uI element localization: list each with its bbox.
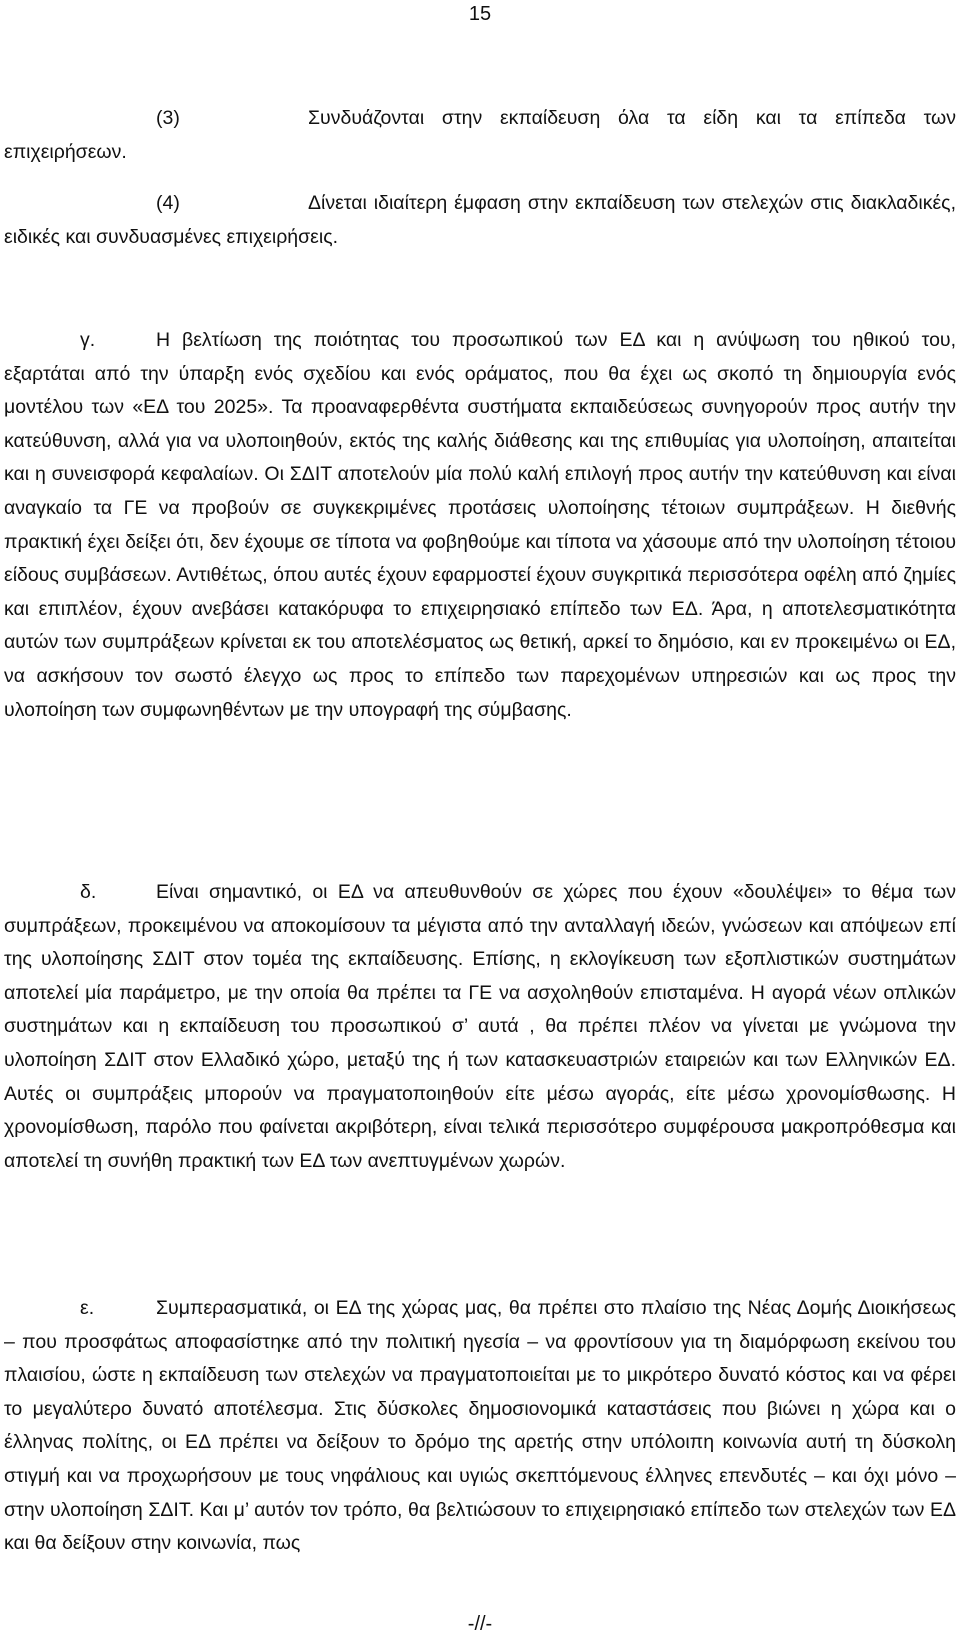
paragraph-label: γ. [80, 329, 96, 351]
paragraph-label: ε. [80, 1297, 95, 1319]
paragraph-label: (3) [156, 107, 180, 129]
paragraph-label: δ. [80, 881, 97, 903]
paragraph-text: Είναι σημαντικό, οι ΕΔ να απευθυνθούν σε χώρες που έχουν «δουλέψει» το θέμα των συμπράξεων, προκειμένου να αποκομίσουν τα μέγιστα από την ανταλλαγή ιδεών, γνώσεων και απόψεων επί της υλοποίησης ΣΔΙΤ στον τομέα της εκπαίδευσης. Επίσης, η εκλογίκευση των εξοπλιστικών συστημάτων αποτελεί μία παράμετρο, με την οποία θα πρέπει τα ΓΕ να ασχοληθούν επισταμένα. Η αγορά νέων οπλικών συστημάτων και η εκπαίδευση του προσωπικού σ’ αυτά , θα πρέπει πλέον να γίνεται με γνώμονα την υλοποίηση ΣΔΙΤ στον Ελλαδικό χώρο, μεταξύ της ή των κατασκευαστριών εταιρειών και των Ελληνικών ΕΔ. Αυτές οι συμπράξεις μπορούν να πραγματοποιηθούν είτε μέσω αγοράς, είτε μέσω χρονομίσθωσης. Η χρονομίσθωση, παρόλο που φαίνεται ακριβότερη, είναι τελικά περισσότερο συμφέρουσα μακροπρόθεσμα και αποτελεί τη συνήθη πρακτική των ΕΔ των ανεπτυγμένων χωρών. [4, 881, 956, 1172]
paragraph-text: Συνδυάζονται στην εκπαίδευση όλα τα είδη και τα επίπεδα των επιχειρήσεων. [4, 107, 956, 163]
paragraph-text: Δίνεται ιδιαίτερη έμφαση στην εκπαίδευση των στελεχών στις διακλαδικές, ειδικές και συνδυασμένες επιχειρήσεις. [4, 192, 956, 248]
paragraph-delta [4, 876, 956, 1178]
paragraph-text: Η βελτίωση της ποιότητας του προσωπικού των ΕΔ και η ανύψωση του ηθικού του, εξαρτάται από την ύπαρξη ενός σχεδίου και ενός οράματος, που θα έχει ως σκοπό τη δημιουργία ενός μοντέλου των «ΕΔ του 2025». Τα προαναφερθέντα συστήματα εκπαιδεύσεως συνηγορούν προς αυτήν την κατεύθυνση, αλλά για να υλοποιηθούν, εκτός της καλής διάθεσης και της επιθυμίας για υλοποίηση, απαιτείται και η συνεισφορά κεφαλαίων. Οι ΣΔΙΤ αποτελούν μία πολύ καλή επιλογή προς αυτήν την κατεύθυνση και είναι αναγκαίο τα ΓΕ να προβούν σε συγκεκριμένες προτάσεις υλοποίησης τέτοιων συμπράξεων. Η διεθνής πρακτική έχει δείξει ότι, δεν έχουμε σε τίποτα να φοβηθούμε και τίποτα να χάσουμε από την υλοποίηση τέτοιου είδους συμβάσεων. Αντιθέτως, όπου αυτές έχουν εφαρμοστεί έχουν συγκριτικά περισσότερα οφέλη από ζημίες και επιπλέον, έχουν ανεβάσει κατακόρυφα το επιχειρησιακό επίπεδο των ΕΔ. Άρα, η αποτελεσματικότητα αυτών των συμπράξεων κρίνεται εκ του αποτελέσματος ως θετική, αρκεί το δημόσιο, και εν προκειμένω οι ΕΔ, να ασκήσουν τον σωστό έλεγχο ως προς το επίπεδο των παρεχομένων υπηρεσιών και ως προς την υλοποίηση των συμφωνηθέντων με την υπογραφή της σύμβασης. [4, 329, 956, 721]
paragraph-4 [4, 187, 956, 254]
paragraph-label: (4) [156, 192, 180, 214]
paragraph-text: Συμπερασματικά, οι ΕΔ της χώρας μας, θα πρέπει στο πλαίσιο της Νέας Δομής Διοικήσεως – που προσφάτως αποφασίστηκε από την πολιτική ηγεσία – να φροντίσουν για τη διαμόρφωση εκείνου του πλαισίου, ώστε η εκπαίδευση των στελεχών να πραγματοποιείται με το μικρότερο δυνατό κόστος και να φέρει το μεγαλύτερο δυνατό αποτέλεσμα. Στις δύσκολες δημοσιονομικά καταστάσεις που βιώνει η χώρα και ο έλληνας πολίτης, οι ΕΔ πρέπει να δείξουν το δρόμο της αρετής στην υπόλοιπη κοινωνία αυτή τη δύσκολη στιγμή και να προχωρήσουν με τους νηφάλιους και υγιώς σκεπτόμενους έλληνες επενδυτές – και όχι μόνο –στην υλοποίηση ΣΔΙΤ. Και μ’ αυτόν τον τρόπο, θα βελτιώσουν το επιχειρησιακό επίπεδο των στελεχών των ΕΔ και θα δείξουν στην κοινωνία, πως [4, 1297, 956, 1555]
paragraph-epsilon [4, 1292, 956, 1561]
page-number: 15 [468, 3, 492, 25]
paragraph-gamma [4, 324, 956, 727]
page-footer-marker: -//- [467, 1613, 493, 1635]
paragraph-3 [4, 102, 956, 169]
